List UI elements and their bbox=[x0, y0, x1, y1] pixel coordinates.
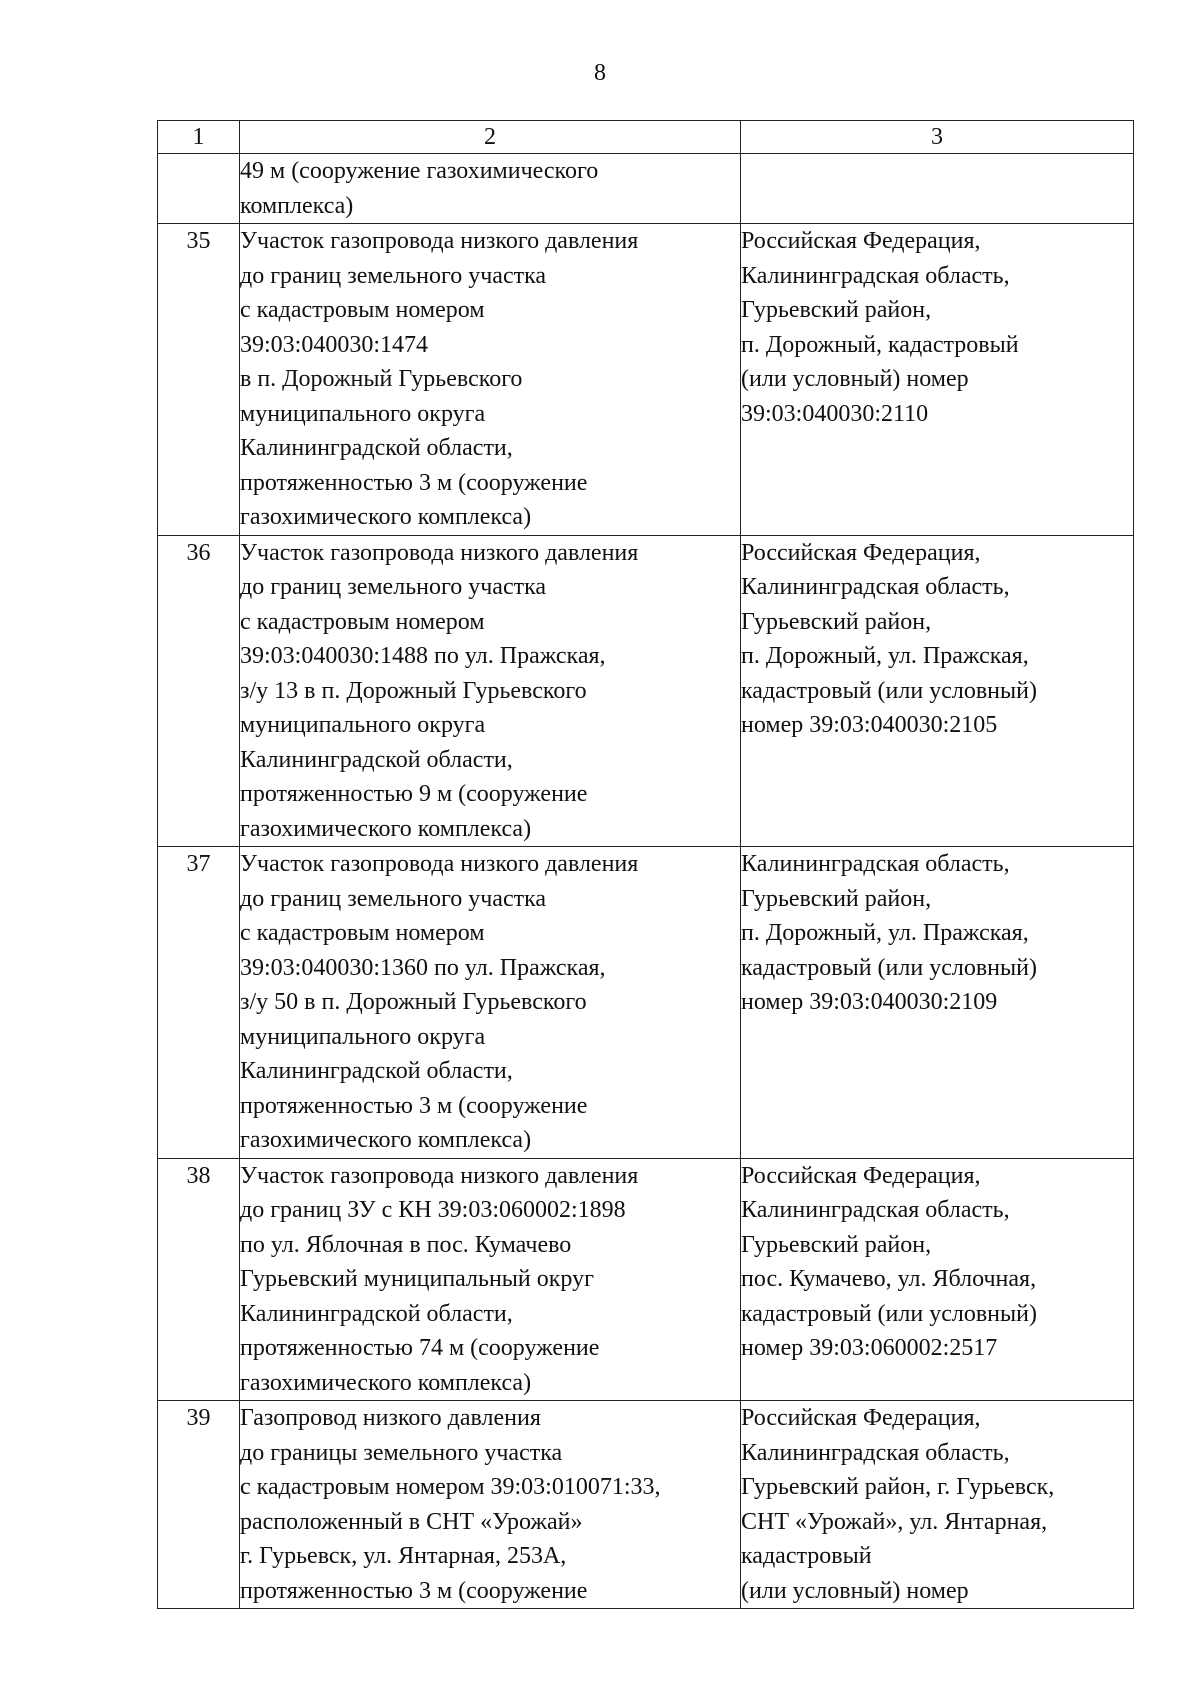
description-line: 39:03:040030:1360 по ул. Пражская, bbox=[240, 954, 606, 981]
row-number-cell: 37 bbox=[158, 847, 240, 1159]
object-description-cell bbox=[240, 154, 741, 224]
description-line: в п. Дорожный Гурьевского bbox=[240, 366, 523, 392]
location-line: Калининградская область, bbox=[741, 574, 1010, 600]
description-line: Участок газопровода низкого давления bbox=[240, 228, 639, 254]
description-line: протяженностью 74 м (сооружение bbox=[240, 1335, 600, 1361]
location-line: (или условный) номер bbox=[741, 366, 969, 392]
location-line: п. Дорожный, кадастровый bbox=[741, 331, 1019, 358]
location-line: Гурьевский район, bbox=[741, 885, 932, 912]
location-line: кадастровый (или условный) bbox=[741, 677, 1037, 704]
registry-table bbox=[157, 120, 1134, 1609]
row-number-cell: 38 bbox=[158, 1158, 240, 1401]
location-line: номер 39:03:040030:2105 bbox=[741, 712, 998, 738]
description-line: до границ ЗУ с КН 39:03:060002:1898 bbox=[240, 1197, 626, 1223]
description-line: протяженностью 3 м (сооружение bbox=[240, 469, 588, 496]
description-line: Участок газопровода низкого давления bbox=[240, 1162, 639, 1189]
location-line: Гурьевский район, г. Гурьевск, bbox=[741, 1474, 1055, 1500]
description-line: Участок газопровода низкого давления bbox=[240, 851, 639, 877]
column-header-number: 1 bbox=[158, 121, 240, 154]
location-line: Калининградская область, bbox=[741, 1439, 1010, 1466]
row-number-cell: 36 bbox=[158, 535, 240, 847]
table-row bbox=[158, 224, 1134, 536]
table-header-row bbox=[158, 121, 1134, 154]
location-line: номер 39:03:040030:2109 bbox=[741, 989, 998, 1015]
description-line: по ул. Яблочная в пос. Кумачево bbox=[240, 1231, 572, 1258]
column-header-location: 3 bbox=[741, 121, 1134, 154]
page-number: 8 bbox=[594, 60, 606, 86]
description-line: 39:03:040030:1474 bbox=[240, 331, 429, 358]
object-description-cell bbox=[240, 847, 741, 1159]
row-number-cell: 39 bbox=[158, 1401, 240, 1609]
object-location-cell bbox=[741, 535, 1134, 847]
description-line: Гурьевский муниципальный округ bbox=[240, 1266, 594, 1292]
location-line: Калининградская область, bbox=[741, 262, 1010, 289]
object-description-cell bbox=[240, 1158, 741, 1401]
description-line: с кадастровым номером 39:03:010071:33, bbox=[240, 1474, 661, 1500]
description-line: с кадастровым номером bbox=[240, 297, 485, 323]
row-number-cell bbox=[158, 154, 240, 224]
description-line: с кадастровым номером bbox=[240, 920, 485, 946]
location-line: Калининградская область, bbox=[741, 1197, 1010, 1223]
description-line: до границ земельного участка bbox=[240, 574, 547, 600]
location-line: (или условный) номер bbox=[741, 1577, 969, 1604]
description-line: муниципального округа bbox=[240, 400, 486, 427]
location-line: п. Дорожный, ул. Пражская, bbox=[741, 920, 1029, 946]
description-line: протяженностью 3 м (сооружение bbox=[240, 1092, 588, 1119]
description-line: Калининградской области, bbox=[240, 1058, 513, 1084]
location-line: Российская Федерация, bbox=[741, 228, 981, 254]
description-line: Калининградской области, bbox=[240, 435, 513, 461]
description-line: газохимического комплекса) bbox=[240, 815, 532, 842]
description-line: Участок газопровода низкого давления bbox=[240, 539, 639, 566]
description-line: комплекса) bbox=[240, 192, 354, 219]
location-line: п. Дорожный, ул. Пражская, bbox=[741, 643, 1029, 669]
location-line: Гурьевский район, bbox=[741, 608, 932, 635]
description-line: 49 м (сооружение газохимического bbox=[240, 158, 599, 184]
description-line: Калининградской области, bbox=[240, 1300, 513, 1327]
description-line: до границы земельного участка bbox=[240, 1439, 563, 1466]
object-location-cell bbox=[741, 847, 1134, 1159]
table-row bbox=[158, 1158, 1134, 1401]
object-location-cell bbox=[741, 224, 1134, 536]
object-description-cell bbox=[240, 535, 741, 847]
location-line: Гурьевский район, bbox=[741, 297, 932, 323]
description-line: с кадастровым номером bbox=[240, 608, 485, 635]
description-line: до границ земельного участка bbox=[240, 262, 547, 289]
description-line: газохимического комплекса) bbox=[240, 1369, 532, 1396]
description-line: протяженностью 9 м (сооружение bbox=[240, 781, 588, 807]
object-location-cell bbox=[741, 1401, 1134, 1609]
description-line: муниципального округа bbox=[240, 1023, 486, 1050]
location-line: Российская Федерация, bbox=[741, 1405, 981, 1431]
description-line: Газопровод низкого давления bbox=[240, 1405, 541, 1431]
description-line: Калининградской области, bbox=[240, 746, 513, 773]
object-description-cell bbox=[240, 1401, 741, 1609]
row-number-cell: 35 bbox=[158, 224, 240, 536]
location-line: кадастровый bbox=[741, 1543, 872, 1569]
location-line: кадастровый (или условный) bbox=[741, 954, 1037, 981]
description-line: муниципального округа bbox=[240, 712, 486, 738]
location-line: Калининградская область, bbox=[741, 851, 1010, 877]
description-line: г. Гурьевск, ул. Янтарная, 253А, bbox=[240, 1543, 567, 1569]
object-location-cell bbox=[741, 1158, 1134, 1401]
location-line: пос. Кумачево, ул. Яблочная, bbox=[741, 1266, 1037, 1292]
table-row bbox=[158, 154, 1134, 224]
location-line: номер 39:03:060002:2517 bbox=[741, 1335, 998, 1361]
description-line: расположенный в СНТ «Урожай» bbox=[240, 1508, 583, 1535]
table-row bbox=[158, 535, 1134, 847]
object-location-cell bbox=[741, 154, 1134, 224]
description-line: газохимического комплекса) bbox=[240, 504, 532, 530]
column-header-description: 2 bbox=[240, 121, 741, 154]
description-line: з/у 13 в п. Дорожный Гурьевского bbox=[240, 677, 587, 704]
description-line: протяженностью 3 м (сооружение bbox=[240, 1577, 588, 1604]
description-line: 39:03:040030:1488 по ул. Пражская, bbox=[240, 643, 606, 669]
location-line: СНТ «Урожай», ул. Янтарная, bbox=[741, 1508, 1048, 1535]
location-line: кадастровый (или условный) bbox=[741, 1300, 1037, 1327]
description-line: з/у 50 в п. Дорожный Гурьевского bbox=[240, 989, 587, 1015]
description-line: газохимического комплекса) bbox=[240, 1127, 532, 1153]
location-line: Гурьевский район, bbox=[741, 1231, 932, 1258]
description-line: до границ земельного участка bbox=[240, 885, 547, 912]
table-row bbox=[158, 847, 1134, 1159]
table-row bbox=[158, 1401, 1134, 1609]
location-line: Российская Федерация, bbox=[741, 539, 981, 566]
object-description-cell bbox=[240, 224, 741, 536]
location-line: 39:03:040030:2110 bbox=[741, 400, 929, 427]
table-body bbox=[158, 154, 1134, 1609]
location-line: Российская Федерация, bbox=[741, 1162, 981, 1189]
